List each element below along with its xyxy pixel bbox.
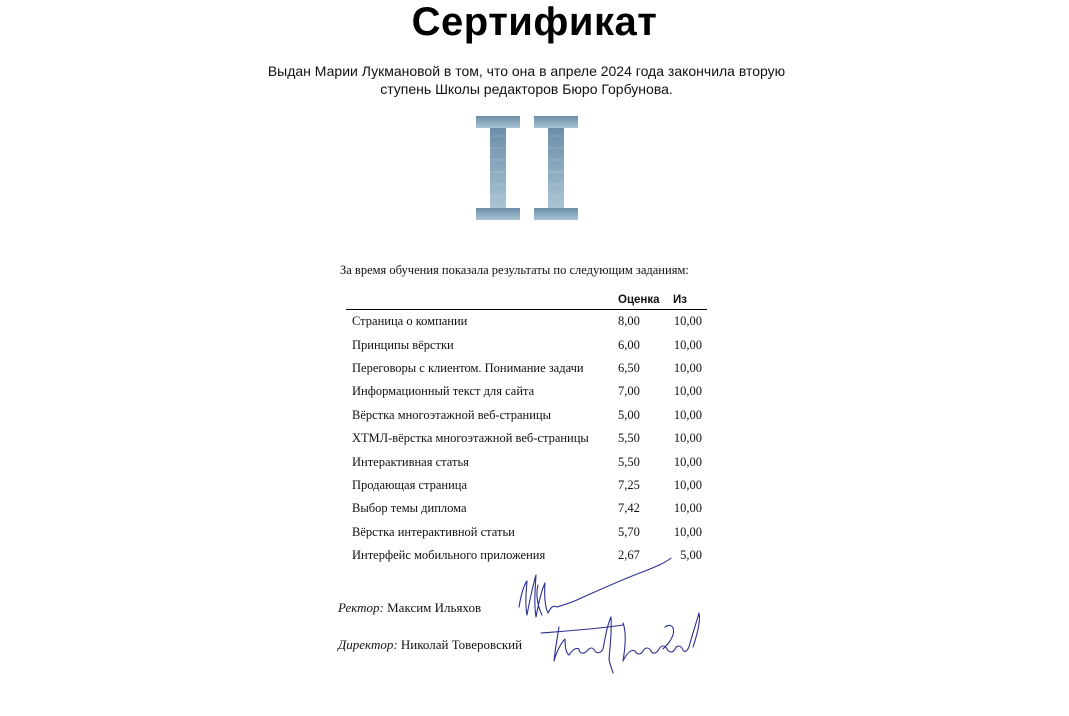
- task-max: 5,00: [680, 548, 702, 563]
- task-name: ХТМЛ-вёрстка многоэтажной веб-страницы: [352, 431, 589, 446]
- grade-column-header: Оценка: [618, 290, 673, 310]
- director-line: [338, 637, 522, 653]
- task-name: Интерфейс мобильного приложения: [352, 548, 546, 563]
- task-max: 10,00: [673, 384, 702, 399]
- certificate-intro: Выдан Марии Лукмановой в том, что она в апреле 2024 года закончила вторую ступень Школы редакторов Бюро Горбунова.: [267, 63, 786, 97]
- task-max: 10,00: [673, 360, 702, 375]
- task-name: Переговоры с клиентом. Понимание задачи: [352, 360, 584, 375]
- signatures-image: [505, 555, 715, 680]
- task-grade: 5,00: [618, 407, 640, 422]
- task-max: 10,00: [673, 524, 702, 539]
- task-max: 10,00: [673, 337, 702, 352]
- task-column-header: [346, 290, 618, 310]
- table-row: [346, 310, 707, 334]
- task-name: Продающая страница: [352, 477, 468, 492]
- task-name: Интерактивная статья: [352, 454, 469, 469]
- table-row: [346, 404, 707, 427]
- table-row: [346, 357, 707, 380]
- task-grade: 7,00: [618, 384, 640, 399]
- rector-line: [338, 600, 481, 616]
- task-grade: 6,50: [618, 360, 640, 375]
- table-row: [346, 427, 707, 450]
- task-max: 10,00: [673, 407, 702, 422]
- task-grade: 2,67: [618, 548, 640, 563]
- task-grade: 7,42: [618, 501, 640, 516]
- task-grade: 5,50: [618, 454, 640, 469]
- task-name: Информационный текст для сайта: [352, 384, 535, 399]
- task-max: 10,00: [673, 314, 702, 329]
- director-name: Николай Товеровский: [400, 637, 523, 652]
- task-name: Страница о компании: [352, 314, 468, 329]
- task-name: Принципы вёрстки: [352, 337, 454, 352]
- task-max: 10,00: [673, 454, 702, 469]
- task-grade: 8,00: [618, 314, 640, 329]
- table-row: [346, 380, 707, 403]
- task-max: 10,00: [673, 431, 702, 446]
- certificate-title: Сертификат: [411, 0, 658, 44]
- task-grade: 6,00: [618, 337, 640, 352]
- director-role: Директор:: [338, 637, 398, 652]
- task-name: Вёрстка интерактивной статьи: [352, 524, 515, 539]
- task-grade: 7,25: [618, 477, 640, 492]
- table-row: [346, 521, 707, 544]
- task-name: Вёрстка многоэтажной веб-страницы: [352, 407, 552, 422]
- table-row: [346, 333, 707, 356]
- table-row: [346, 474, 707, 497]
- task-grade: 5,50: [618, 431, 640, 446]
- table-row: [346, 497, 707, 520]
- task-max: 10,00: [673, 501, 702, 516]
- results-header-row: [346, 290, 707, 310]
- task-max: 10,00: [673, 477, 702, 492]
- level-numeral: [474, 116, 580, 222]
- table-row: [346, 450, 707, 473]
- results-label: За время обучения показала результаты по следующим заданиям:: [340, 263, 689, 277]
- rector-role: Ректор:: [338, 600, 384, 615]
- task-name: Выбор темы диплома: [352, 501, 467, 516]
- task-grade: 5,70: [618, 524, 640, 539]
- rector-name: Максим Ильяхов: [387, 600, 482, 615]
- results-table: [346, 290, 707, 567]
- max-column-header: Из: [673, 290, 707, 310]
